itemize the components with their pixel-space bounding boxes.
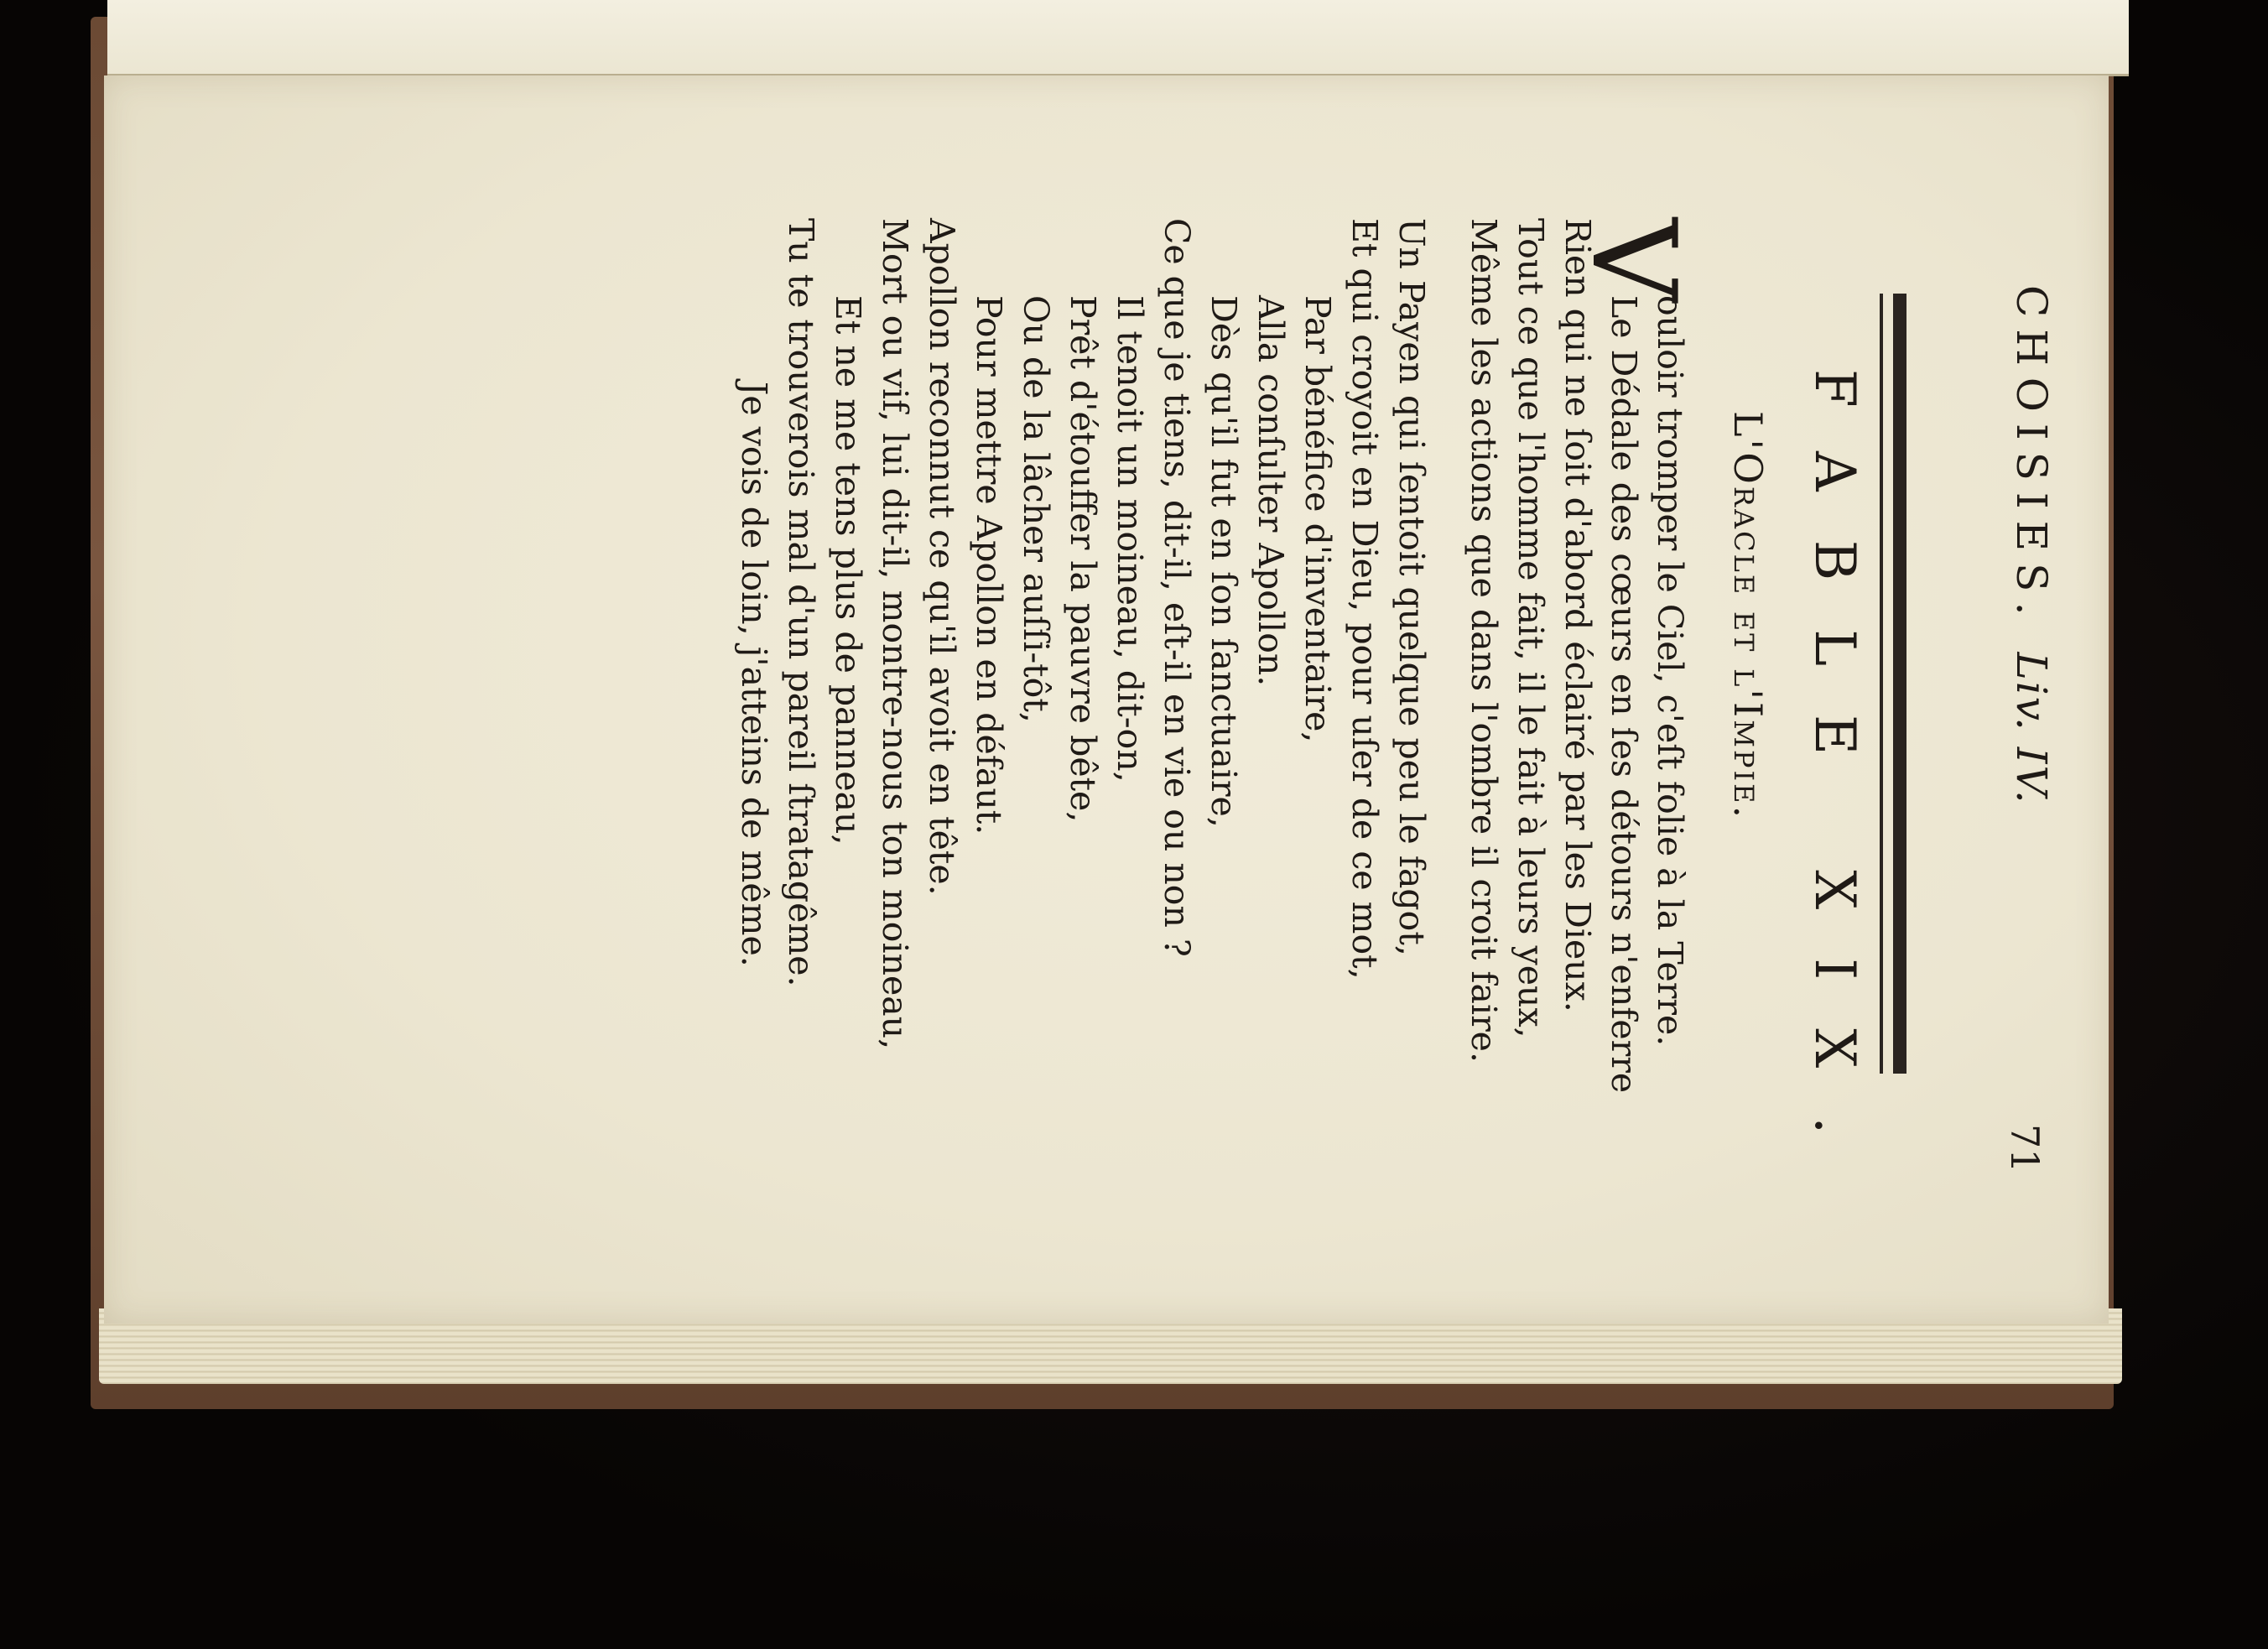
running-head-book: Liv. IV. [2007, 652, 2056, 805]
verse-line: Mort ou vif, lui dit-il, montre-nous ton moineau, [875, 218, 915, 1050]
verse-line: Rien qui ne ſoit d'abord éclairé par les Dieux. [1558, 218, 1598, 1012]
page-number: 71 [2002, 1124, 2047, 1173]
verse-line: Le Dédale des cœurs en ſes détours n'enferre [1604, 295, 1644, 1094]
verse-line: Apollon reconnut ce qu'il avoit en tête. [922, 218, 962, 896]
fable-title: FABLE XIX. [1802, 369, 1867, 1183]
verse-line: Ou de la lâcher auſſi-tôt, [1016, 295, 1056, 723]
verse-line: Ce que je tiens, dit-il, eſt-il en vie ou non ? [1157, 218, 1197, 957]
previous-page-edge [107, 0, 2129, 76]
book-page [104, 75, 2109, 1324]
running-head-title: CHOISIES. [2007, 285, 2056, 627]
verse-line: Il tenoit un moineau, dit-on, [1110, 295, 1150, 783]
verse-line: Alla conſulter Apollon. [1251, 295, 1291, 687]
verse-line: ouloir tromper le Ciel, c'eſt folie à la Terre. [1650, 295, 1690, 1047]
drop-cap: V [1566, 218, 1701, 302]
running-head [2007, 285, 2056, 805]
printed-text-block [143, 75, 2148, 1324]
verse-line: Dès qu'il fut en ſon ſanctuaire, [1204, 295, 1244, 828]
verse-line: Un Payen qui ſentoit quelque peu le fagot, [1391, 218, 1432, 956]
verse-line: Et qui croyoit en Dieu, pour uſer de ce mot, [1345, 218, 1385, 980]
verse-line: Pour mettre Apollon en défaut. [969, 295, 1009, 835]
verse-line: Même les actions que dans l'ombre il croit faire. [1464, 218, 1504, 1063]
verse-line: Tu te trouverois mal d'un pareil ſtratagême. [781, 218, 821, 987]
verse-line: Prêt d'étouffer la pauvre bête, [1063, 295, 1103, 823]
thin-rule [1880, 294, 1883, 1074]
verse-line: Tout ce que l'homme fait, il le fait à leurs yeux, [1511, 218, 1551, 1038]
thick-rule [1893, 294, 1906, 1074]
verse-line: Je vois de loin, j'atteins de même. [734, 382, 774, 967]
fable-subtitle: L'Oracle et l'Impie. [1725, 411, 1771, 821]
verse-line: Et ne me tens plus de panneau, [828, 295, 868, 845]
verse-line: Par bénéfice d'inventaire, [1298, 295, 1338, 743]
